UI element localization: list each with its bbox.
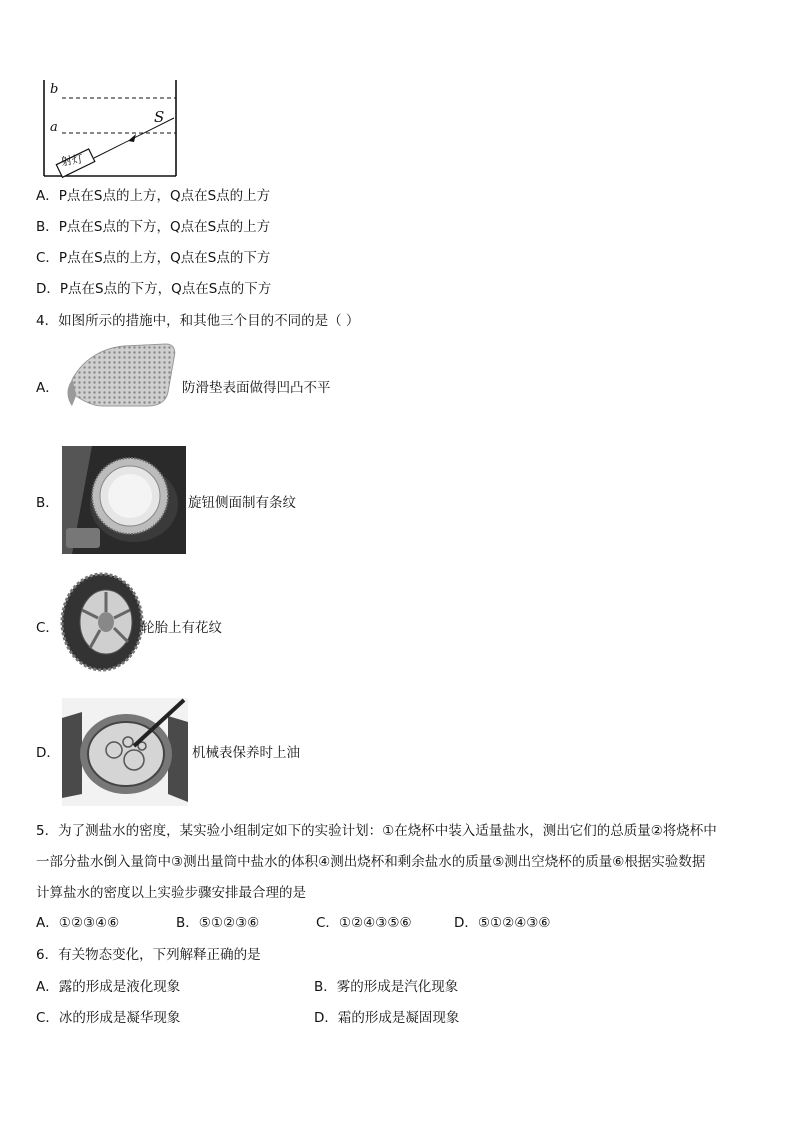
q6-option-a[interactable]: A．露的形成是液化现象 — [36, 979, 181, 995]
q5-option-c[interactable]: C．①②④③⑤⑥ — [316, 915, 412, 931]
q5-stem-line1: 5．为了测盐水的密度，某实验小组制定如下的实验计划：①在烧杯中装入适量盐水，测出它们的总质量②将烧杯中 — [36, 823, 717, 839]
q6-option-c[interactable]: C．冰的形成是凝华现象 — [36, 1010, 181, 1026]
q5-option-a[interactable]: A．①②③④⑥ — [36, 915, 120, 931]
q5-option-b[interactable]: B．⑤①②③⑥ — [176, 915, 260, 931]
q3-option-b[interactable]: B．P点在S点的下方，Q点在S点的上方 — [36, 219, 271, 235]
q4-option-d-letter[interactable]: D． — [36, 745, 60, 761]
level-label-a: a — [50, 120, 58, 135]
knob-icon — [62, 446, 186, 554]
q4-option-c-text: 轮胎上有花纹 — [141, 620, 222, 636]
q4-option-d-text: 机械表保养时上油 — [192, 745, 300, 761]
q6-option-d[interactable]: D．霜的形成是凝固现象 — [314, 1010, 460, 1026]
q4-stem: 4．如图所示的措施中，和其他三个目的不同的是（ ） — [36, 313, 360, 329]
q4-option-b-letter[interactable]: B． — [36, 495, 59, 511]
non-slip-mat-icon — [62, 340, 178, 418]
lamp-label: 射灯 — [60, 152, 84, 169]
q3-option-a[interactable]: A．P点在S点的上方，Q点在S点的上方 — [36, 188, 271, 204]
q4-option-b-text: 旋钮侧面制有条纹 — [188, 495, 296, 511]
tire-icon — [60, 572, 144, 672]
q6-stem: 6．有关物态变化，下列解释正确的是 — [36, 947, 261, 963]
watch-oiling-icon — [62, 698, 188, 806]
q3-option-c[interactable]: C．P点在S点的上方，Q点在S点的下方 — [36, 250, 271, 266]
q5-stem-line2: 一部分盐水倒入量筒中③测出量筒中盐水的体积④测出烧杯和剩余盐水的质量⑤测出空烧杯的质量⑥根据实验数据 — [36, 854, 706, 870]
q5-option-d[interactable]: D．⑤①②④③⑥ — [454, 915, 551, 931]
point-label-s: S — [154, 108, 165, 126]
light-refraction-diagram — [36, 76, 186, 180]
q5-options-row — [36, 913, 551, 933]
q3-option-d[interactable]: D．P点在S点的下方，Q点在S点的下方 — [36, 281, 272, 297]
q4-option-a-letter[interactable]: A． — [36, 380, 59, 396]
q5-stem-line3: 计算盐水的密度以上实验步骤安排最合理的是 — [36, 885, 306, 901]
q6-option-b[interactable]: B．雾的形成是汽化现象 — [314, 979, 459, 995]
q4-option-a-text: 防滑垫表面做得凹凸不平 — [182, 380, 331, 396]
q4-option-c-letter[interactable]: C． — [36, 620, 59, 636]
level-label-b: b — [50, 82, 59, 97]
